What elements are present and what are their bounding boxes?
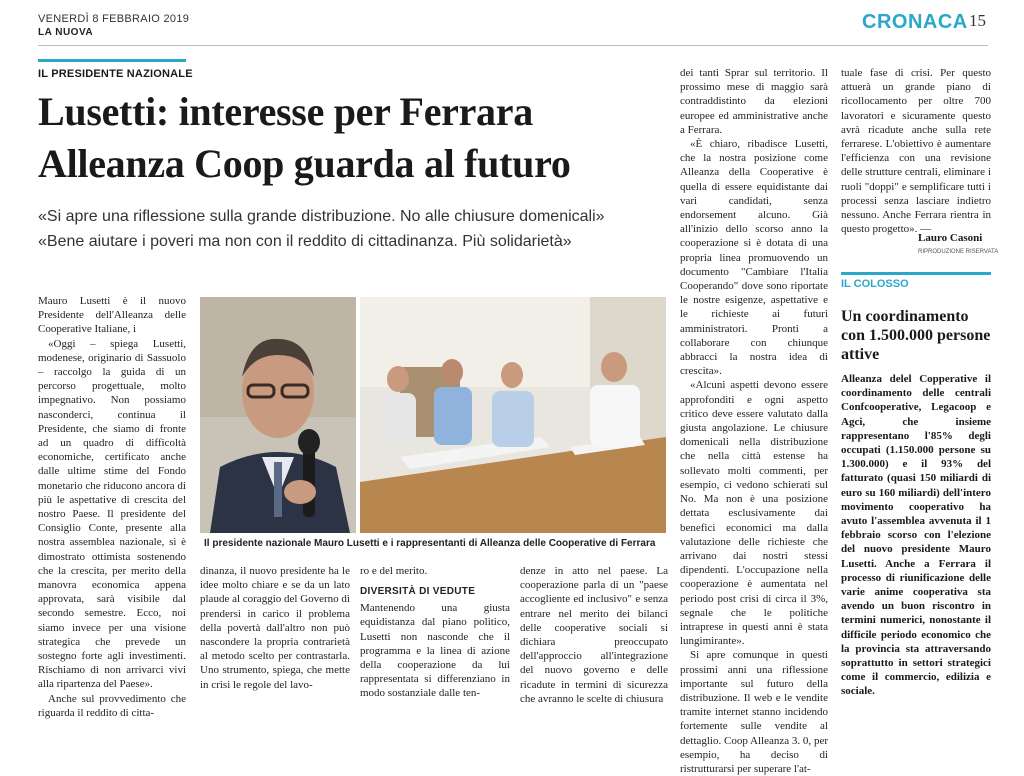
photo-caption: Il presidente nazionale Mauro Lusetti e i rappresentanti di Alleanza delle Cooperative di Ferrara xyxy=(204,538,656,549)
rights-notice: RIPRODUZIONE RISERVATA xyxy=(918,249,999,255)
article-kicker: IL PRESIDENTE NAZIONALE xyxy=(38,68,193,80)
column-3 xyxy=(360,564,510,701)
subheading: DIVERSITÀ DI VEDUTE xyxy=(360,586,476,598)
paragraph: Si apre comunque in questi prossimi anni una riflessione importante sul futuro della distribuzione. Il web e le vendite tramite internet stanno incidendo fortemente sulle vendite al dettaglio. Coop Alleanza 3. 0, per esempio, ha deciso di ristrutturarsi per superare l'at- xyxy=(680,649,828,775)
column-4 xyxy=(520,564,668,706)
paragraph: «È chiaro, ribadisce Lusetti, che la nostra posizione come Alleanza della Cooperative è quella di essere equidistante dai vari candidati, senza endorsement alcuno. Già all'inizio dello scorso anno la cooperazione si è dotata di una propria linea promuovendo un documento "Cambiare l'Italia Cooperando" dove sono riportate le nostre esigenze, aspettative e le richieste ai futuri amministratori. Pronti a collaborare con chiunque abbracci la nostra idea di crescita». xyxy=(680,138,828,378)
headline xyxy=(38,86,571,190)
group-meeting-photo xyxy=(360,297,666,533)
deck-line-1: «Si apre una riflessione sulla grande distribuzione. No alle chiusure domenicali» xyxy=(38,208,605,225)
kicker-bar xyxy=(38,59,186,62)
column-1 xyxy=(38,294,186,720)
paragraph: ro e del merito. xyxy=(360,565,428,577)
paragraph: dinanza, il nuovo presidente ha le idee molto chiare e se da un lato plaude al coraggio del Governo di prendersi in carico il problema della povertà dall'altro non può nascondere la propria contrarietà al metodo scelto per contrastarla. Uno strumento, spiega, che mette in crisi le regole del lavo- xyxy=(200,565,350,691)
page-number: 15 xyxy=(969,11,986,30)
sidebar-kicker: IL COLOSSO xyxy=(841,278,909,290)
column-6 xyxy=(841,66,991,236)
section-name: CRONACA xyxy=(862,11,968,33)
paragraph: «Oggi – spiega Lusetti, modenese, originario di Sassuolo – raccolgo la guida di un percorso progettuale, molto impegnativo. Non possiamo nasconderci, continua il Presidente, che siamo di fronte ad un quadro di difficoltà economiche, certificato anche dalle ultime stime del Fondo monetario che riducono ancora di più le aspettative di crescita del nostro Paese. Il presidente del Consiglio Conte, presente alla nostra assemblea nazionale, si è dimostrato ottimista sostenendo che la crescita, per merito della manovra economica appena approvata, sarà visibile dal secondo semestre. Ecco, noi siamo invece per una visione strategica che prevede un sostegno forte agli investimenti. Rischiamo di non arrivarci vivi alla ripartenza del Paese». xyxy=(38,337,186,691)
paragraph: Mauro Lusetti è il nuovo Presidente dell'Alleanza delle Cooperative Italiane, i xyxy=(38,295,186,336)
issue-date: VENERDÌ 8 FEBBRAIO 2019 xyxy=(38,13,190,25)
newspaper-name: LA NUOVA xyxy=(38,27,94,38)
paragraph: dei tanti Sprar sul territorio. Il prossimo mese di maggio sarà contraddistinto da elezioni europee ed amministrative anche a Ferrara. xyxy=(680,67,828,136)
paragraph: Mantenendo una giusta equidistanza dal piano politico, Lusetti non nasconde che il programma e la linea di azione della cooperazione da lui rappresentata si differenziano in modo sostanziale dalle ten- xyxy=(360,602,510,700)
paragraph: «Alcuni aspetti devono essere approfonditi e ogni aspetto critico deve essere valutato dalla giusta angolazione. Le chiusure domenicali nella distribuzione che nella città estense ha sollevato molti commenti, per esempio, ci vedono schierati sul No. Ma non è una posizione dettata esclusivamente dai benefici economici ma dalla valutazione delle richieste che arrivano dai nostri stessi dipendenti. L'occupazione nella cooperazione è aumentata nel periodo post crisi di circa il 3%, segnale che le politiche intraprese in questi anni è stata lungimirante». xyxy=(680,379,828,648)
lusetti-portrait-photo xyxy=(200,297,356,533)
paragraph: denze in atto nel paese. La cooperazione parla di un "paese accogliente ed inclusivo" e senza entrare nel merito dei bilanci delle cooperative sociali si dichiara preoccupato dell'approccio all'integrazione del nuovo governo e delle ricadute in termini di sicurezza che avranno le scelte di chiusura xyxy=(520,565,668,705)
column-2 xyxy=(200,564,350,692)
sidebar-bar xyxy=(841,272,991,275)
deck-line-2: «Bene aiutare i poveri ma non con il reddito di cittadinanza. Più solidarietà» xyxy=(38,233,572,250)
paragraph: tuale fase di crisi. Per questo attuerà un grande piano di ricollocamento per oltre 700 lavoratori e sicuramente questo avrà ricadute anche sulla rete ferrarese. L'obiettivo è aumentare l'efficienza con una revisione delle strutture centrali, eliminare i ruoli "doppi" e semplificare tutti i processi senza lasciare indietro nessuno. Anche Ferrara rientra in questo progetto». — xyxy=(841,67,991,236)
column-5 xyxy=(680,66,828,776)
deck xyxy=(38,204,605,254)
sidebar-title: Un coordinamento con 1.500.000 persone attive xyxy=(841,308,991,363)
header-rule xyxy=(38,45,988,46)
paragraph: Anche sul provvedimento che riguarda il reddito di citta- xyxy=(38,692,186,719)
sidebar-body: Alleanza delel Copperative il coordinamento delle centrali Confcooperative, Legacoop e Agci, che insieme rappresentano l'85% degli occupati (1.150.000 persone su 1.300.000) e il 93% del fatturato (quasi 150 miliardi di euro su 160 miliardi) dell'intero movimento cooperativo ha avuto l'assemblea avvenuta il 1 febbraio scorso con l'elezione del nuovo presidente Mauro Lusetti. Anche a Ferrara il processo di riunificazione delle varie anime cooperativa sta avendo un buon riscontro in termini numerici, nonostante il difficile periodo economico che la provincia sta attraversando soprattutto in settori strategici come il commercio, edilizia e sociale. xyxy=(841,373,991,698)
headline-line-2: Alleanza Coop guarda al futuro xyxy=(38,141,571,186)
author-signature: Lauro Casoni xyxy=(918,232,983,244)
headline-line-1: Lusetti: interesse per Ferrara xyxy=(38,89,533,134)
